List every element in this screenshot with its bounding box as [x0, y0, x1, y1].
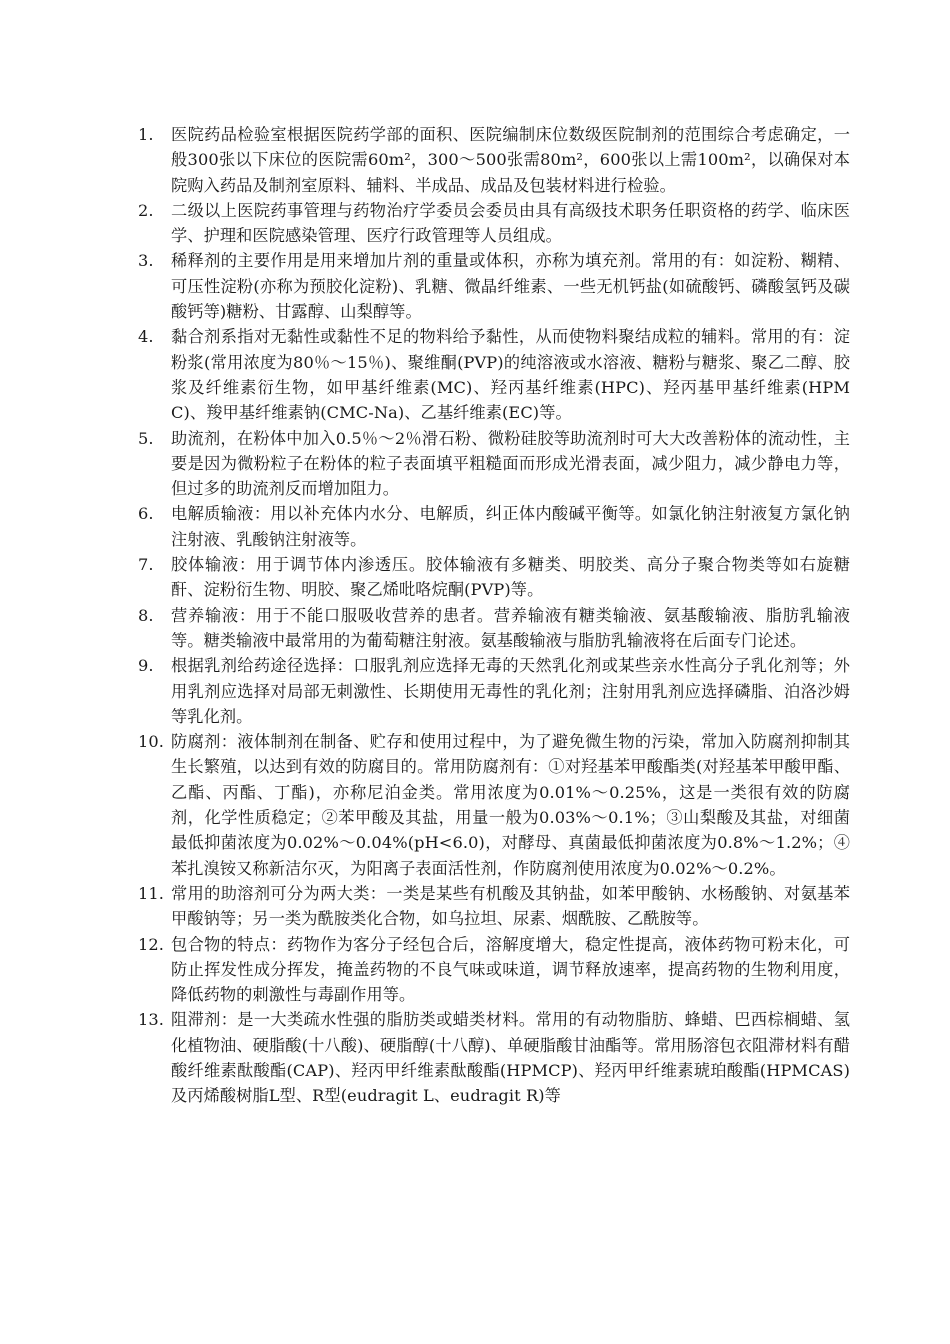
list-item — [138, 122, 850, 198]
item-number: 7. — [138, 555, 154, 575]
list-item — [138, 932, 850, 1008]
item-text: 阻滞剂：是一大类疏水性强的脂肪类或蜡类材料。常用的有动物脂肪、蜂蜡、巴西棕榈蜡、氢化植物油、硬脂酸(十八酸)、硬脂醇(十八醇)、单硬脂酸甘油酯等。常用肠溶包衣阻滞材料有醋酸纤维素酞酸酯(CAP)、羟丙甲纤维素酞酸酯(HPMCP)、羟丙甲纤维素琥珀酸酯(HPMCAS)及丙烯酸树脂L型、R型(eudragit L、eudragit R)等 — [171, 1010, 850, 1106]
item-number: 2. — [138, 200, 154, 220]
item-number: 3. — [138, 251, 154, 271]
item-text: 防腐剂：液体制剂在制备、贮存和使用过程中，为了避免微生物的污染，常加入防腐剂抑制其生长繁殖，以达到有效的防腐目的。常用防腐剂有：①对羟基苯甲酸酯类(对羟基苯甲酸甲酯、乙酯、丙酯、丁酯)，亦称尼泊金类。常用浓度为0.01%～0.25%，这是一类很有效的防腐剂，化学性质稳定；②苯甲酸及其盐，用量一般为0.03%～0.1%；③山梨酸及其盐，对细菌最低抑菌浓度为0.02%～0.04%(pH<6.0)，对酵母、真菌最低抑菌浓度为0.8%～1.2%；④苯扎溴铵又称新洁尔灭，为阳离子表面活性剂，作防腐剂使用浓度为0.02%～0.2%。 — [171, 732, 850, 878]
item-number: 8. — [138, 605, 154, 625]
item-text: 电解质输液：用以补充体内水分、电解质，纠正体内酸碱平衡等。如氯化钠注射液复方氯化钠注射液、乳酸钠注射液等。 — [171, 504, 850, 549]
item-number: 1. — [138, 125, 154, 144]
item-text: 医院药品检验室根据医院药学部的面积、医院编制床位数级医院制剂的范围综合考虑确定，一般300张以下床位的医院需60m²，300～500张需80m²，600张以上需100m²，以确保对本院购入药品及制剂室原料、辅料、半成品、成品及包装材料进行检验。 — [171, 125, 850, 195]
list-item — [138, 603, 850, 654]
item-text: 黏合剂系指对无黏性或黏性不足的物料给予黏性，从而使物料聚结成粒的辅料。常用的有：淀粉浆(常用浓度为80％～15％)、聚维酮(PVP)的纯溶液或水溶液、糖粉与糖浆、聚乙二醇、胶浆及纤维素衍生物，如甲基纤维素(MC)、羟丙基纤维素(HPC)、羟丙基甲基纤维素(HPMC)、羧甲基纤维素钠(CMC-Na)、乙基纤维素(EC)等。 — [171, 327, 850, 423]
item-number: 6. — [138, 504, 154, 524]
item-number: 13. — [138, 1010, 165, 1030]
item-text: 营养输液：用于不能口服吸收营养的患者。营养输液有糖类输液、氨基酸输液、脂肪乳输液等。糖类输液中最常用的为葡萄糖注射液。氨基酸输液与脂肪乳输液将在后面专门论述。 — [171, 605, 850, 650]
item-text: 稀释剂的主要作用是用来增加片剂的重量或体积，亦称为填充剂。常用的有：如淀粉、糊精、可压性淀粉(亦称为预胶化淀粉)、乳糖、微晶纤维素、一些无机钙盐(如硫酸钙、磷酸氢钙及碳酸钙等)糖粉、甘露醇、山梨醇等。 — [171, 251, 850, 322]
item-number: 4. — [138, 327, 154, 347]
item-text: 包合物的特点：药物作为客分子经包合后，溶解度增大，稳定性提高，液体药物可粉末化，可防止挥发性成分挥发，掩盖药物的不良气味或味道，调节释放速率，提高药物的生物利用度，降低药物的刺激性与毒副作用等。 — [171, 934, 850, 1005]
item-text: 二级以上医院药事管理与药物治疗学委员会委员由具有高级技术职务任职资格的药学、临床医学、护理和医院感染管理、医疗行政管理等人员组成。 — [171, 200, 850, 246]
list-item — [138, 501, 850, 552]
list-item — [138, 552, 850, 603]
list-item — [138, 426, 850, 502]
list-item — [138, 729, 850, 881]
item-text: 根据乳剂给药途径选择：口服乳剂应选择无毒的天然乳化剂或某些亲水性高分子乳化剂等；外用乳剂应选择对局部无刺激性、长期使用无毒性的乳化剂；注射用乳剂应选择磷脂、泊洛沙姆等乳化剂。 — [171, 656, 850, 726]
list-item — [138, 198, 850, 249]
item-number: 12. — [138, 934, 165, 954]
list-item — [138, 1007, 850, 1108]
list-item — [138, 653, 850, 729]
item-text: 常用的助溶剂可分为两大类：一类是某些有机酸及其钠盐，如苯甲酸钠、水杨酸钠、对氨基苯甲酸钠等；另一类为酰胺类化合物，如乌拉坦、尿素、烟酰胺、乙酰胺等。 — [171, 883, 850, 929]
numbered-list — [138, 122, 850, 1109]
item-number: 11. — [138, 883, 165, 903]
list-item — [138, 881, 850, 932]
item-number: 9. — [138, 656, 154, 676]
list-item — [138, 324, 850, 425]
item-number: 5. — [138, 428, 154, 448]
item-text: 胶体输液：用于调节体内渗透压。胶体输液有多糖类、明胶类、高分子聚合物类等如右旋糖酐、淀粉衍生物、明胶、聚乙烯吡咯烷酮(PVP)等。 — [171, 555, 850, 600]
item-text: 助流剂，在粉体中加入0.5％～2％滑石粉、微粉硅胶等助流剂时可大大改善粉体的流动性，主要是因为微粉粒子在粉体的粒子表面填平粗糙面而形成光滑表面，减少阻力，减少静电力等，但过多的助流剂反而增加阻力。 — [171, 428, 850, 499]
list-item — [138, 248, 850, 324]
item-number: 10. — [138, 732, 165, 752]
